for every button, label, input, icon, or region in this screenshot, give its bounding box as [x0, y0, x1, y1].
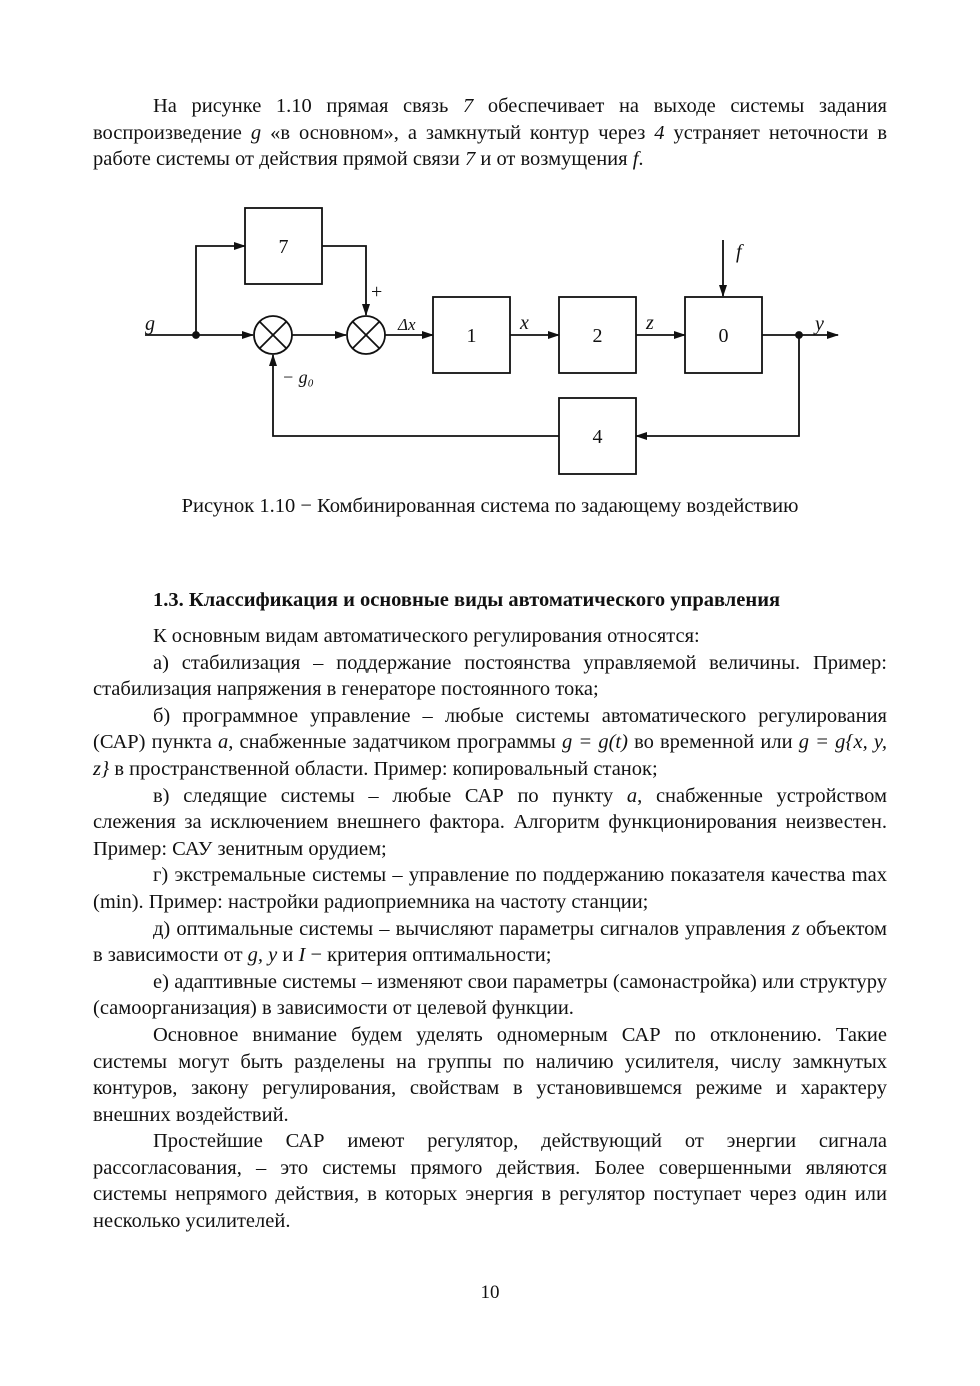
signal-minus-g0-label: − g₀: [282, 367, 314, 387]
signal-f-label: f: [736, 241, 742, 263]
paragraph-main: Основное внимание будем уделять одномерным САР по отклонению. Такие системы могут быть разделены на группы по наличию усилителя, числу замкнутых контуров, закону регулирования, свойствам в установившемся режиме и характеру внешних воздействий.: [93, 1023, 887, 1126]
intro-text: На рисунке 1.10 прямая связь 7 обеспечивает на выходе системы задания воспроизведение g «в основном», а замкнутый контур через 4 устраняет неточности в работе системы от действия прямой связи 7 и от возмущения f.: [93, 95, 887, 171]
signal-g-label: g: [145, 313, 155, 335]
block-1-label: 1: [466, 325, 477, 347]
signal-y-label: y: [815, 313, 824, 335]
line-feedback-from-block-4: [273, 355, 559, 436]
page-number: 10: [480, 1282, 500, 1303]
paragraph-e: е) адаптивные системы – изменяют свои параметры (самонастройка) или структуру (самоорганизация) в зависимости от целевой функции.: [93, 970, 887, 1020]
block-7-label: 7: [278, 236, 289, 258]
block-0-label: 0: [718, 325, 729, 347]
paragraph-d: д) оптимальные системы – вычисляют параметры сигналов управления z объектом в зависимости от g, y и I − критерия оптимальности;: [93, 917, 887, 967]
intro-paragraph: [93, 93, 887, 173]
signal-dx-label: Δx: [398, 315, 416, 334]
section-heading: 1.3. Классификация и основные виды автоматического управления: [153, 589, 781, 611]
block-2-label: 2: [592, 325, 603, 347]
paragraph-intro: К основным видам автоматического регулирования относятся:: [153, 625, 700, 647]
block-diagram: [0, 195, 980, 495]
signal-z-label: z: [646, 312, 654, 334]
paragraph-v: в) следящие системы – любые САР по пункту а, снабженные устройством слежения за исключением внешнего фактора. Алгоритм функционирования неизвестен. Пример: САУ зенитным орудием;: [93, 784, 887, 860]
figure-caption: Рисунок 1.10 − Комбинированная система по задающему воздействию: [181, 495, 799, 517]
paragraph-g: г) экстремальные системы – управление по поддержанию показателя качества max (min). Пример: настройки радиоприемника на частоту станции;: [93, 864, 887, 913]
line-to-block-7: [196, 246, 245, 335]
line-feedback-to-block-4: [636, 335, 799, 436]
section-body: [93, 623, 887, 1235]
plus-sign-label: +: [371, 281, 383, 303]
line-from-block-7: [322, 246, 366, 315]
signal-x-label: x: [520, 312, 529, 334]
block-4-label: 4: [592, 426, 603, 448]
paragraph-a: а) стабилизация – поддержание постоянства управляемой величины. Пример: стабилизация напряжения в генераторе постоянного тока;: [93, 651, 887, 701]
paragraph-last: Простейшие САР имеют регулятор, действующий от энергии сигнала рассогласования, – это системы прямого действия. Более совершенными являются системы непрямого действия, в которых энергия в регулятор поступает через один или несколько усилителей.: [93, 1130, 887, 1233]
paragraph-b: б) программное управление – любые системы автоматического регулирования (САР) пункта а, снабженные задатчиком программы g = g(t) во временной или g = g{x, y, z} в пространственной области. Пример: копировальный станок;: [93, 704, 887, 780]
